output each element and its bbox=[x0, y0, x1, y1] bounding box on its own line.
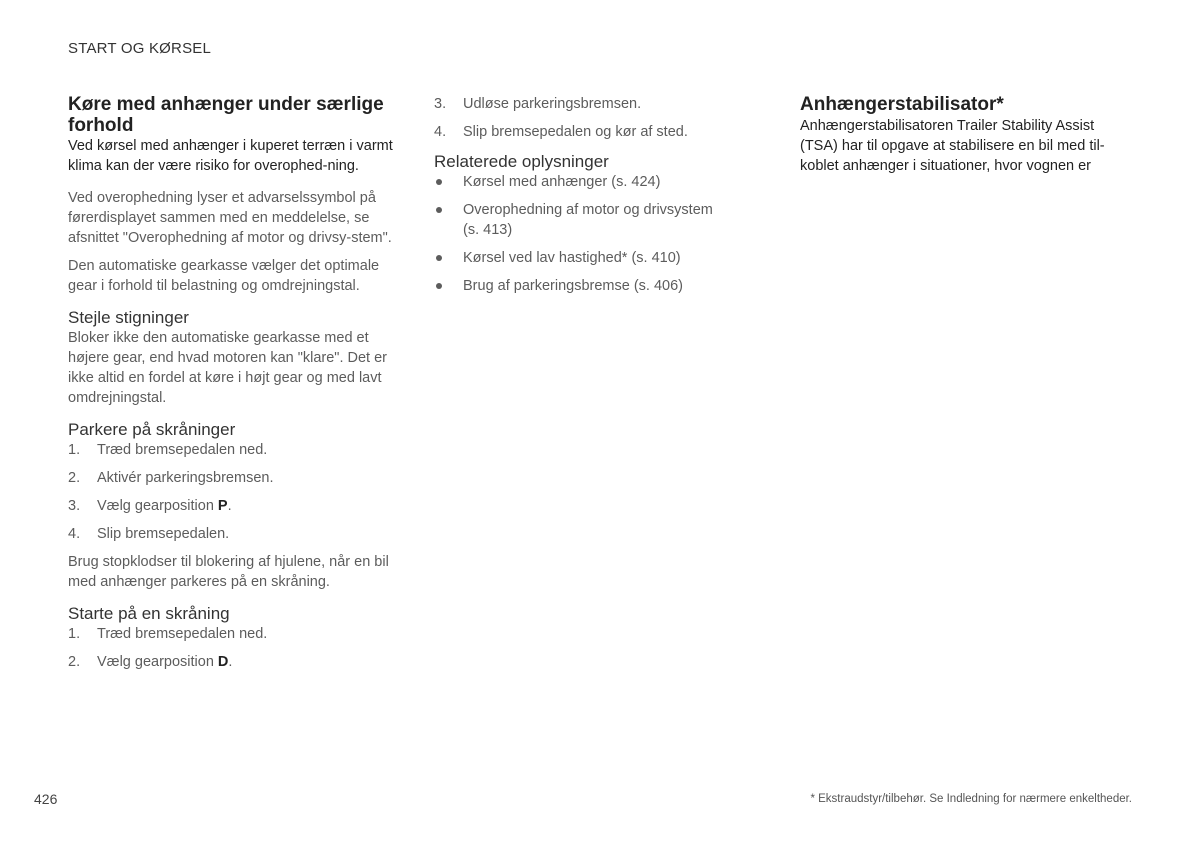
overheating-paragraph: Ved overophedning lyser et advarselssymbol på førerdisplayet sammen med en meddelelse, se afsnittet "Overophedning af motor og drivsy-stem". bbox=[68, 190, 392, 246]
list-item: 1. Træd bremsepedalen ned. bbox=[68, 626, 268, 642]
list-item: 3. Udløse parkeringsbremsen. bbox=[434, 96, 642, 112]
related-link[interactable]: Kørsel med anhænger (s. 424) bbox=[434, 172, 734, 192]
tsa-lead: Anhængerstabilisatoren Trailer Stability Assist (TSA) har til opgave at stabilisere en bil med til-koblet anhænger i situationer, hvor vognen er bbox=[800, 118, 1105, 174]
hill-start-heading: Starte på en skråning bbox=[68, 604, 230, 623]
column-left bbox=[68, 94, 406, 672]
parking-steps bbox=[68, 440, 406, 544]
list-item: 3. Vælg gearposition P. bbox=[68, 498, 232, 514]
footnote: * Ekstraudstyr/tilbehør. Se Indledning for nærmere enkeltheder. bbox=[810, 793, 1132, 805]
chocks-paragraph: Brug stopklodser til blokering af hjulene, når en bil med anhænger parkeres på en skråning. bbox=[68, 554, 389, 590]
list-item: 4. Slip bremsepedalen og kør af sted. bbox=[434, 124, 688, 140]
column-middle bbox=[434, 94, 734, 296]
related-link[interactable]: Overophedning af motor og drivsystem (s. 413) bbox=[434, 200, 734, 240]
bullet-icon bbox=[436, 283, 442, 289]
list-item: 4. Slip bremsepedalen. bbox=[68, 526, 230, 542]
bullet-icon bbox=[436, 179, 442, 185]
bullet-icon bbox=[436, 207, 442, 213]
tsa-title: Anhængerstabilisator* bbox=[800, 94, 1004, 115]
related-list bbox=[434, 172, 734, 296]
related-heading: Relaterede oplysninger bbox=[434, 152, 609, 171]
lead-paragraph: Ved kørsel med anhænger i kuperet terræn i varmt klima kan der være risiko for overophed-ning. bbox=[68, 138, 393, 174]
section-header: START OG KØRSEL bbox=[68, 40, 212, 57]
bullet-icon bbox=[436, 255, 442, 261]
section-title: Køre med anhænger under særlige forhold bbox=[68, 94, 384, 136]
parking-heading: Parkere på skråninger bbox=[68, 420, 236, 439]
hill-start-steps bbox=[68, 624, 406, 672]
related-link[interactable]: Brug af parkeringsbremse (s. 406) bbox=[434, 276, 734, 296]
column-right bbox=[800, 94, 1130, 176]
list-item: 2. Vælg gearposition D. bbox=[68, 654, 233, 670]
page-number: 426 bbox=[34, 791, 58, 807]
gearbox-paragraph: Den automatiske gearkasse vælger det optimale gear i forhold til belastning og omdrejningstal. bbox=[68, 258, 380, 294]
steep-heading: Stejle stigninger bbox=[68, 308, 189, 327]
list-item: 2. Aktivér parkeringsbremsen. bbox=[68, 470, 274, 486]
related-link[interactable]: Kørsel ved lav hastighed* (s. 410) bbox=[434, 248, 734, 268]
hill-start-steps-continued bbox=[434, 94, 734, 142]
list-item: 1. Træd bremsepedalen ned. bbox=[68, 442, 268, 458]
steep-paragraph: Bloker ikke den automatiske gearkasse med et højere gear, end hvad motoren kan "klare". Det er ikke altid en fordel at køre i højt gear og med lavt omdrejningstal. bbox=[68, 330, 387, 406]
